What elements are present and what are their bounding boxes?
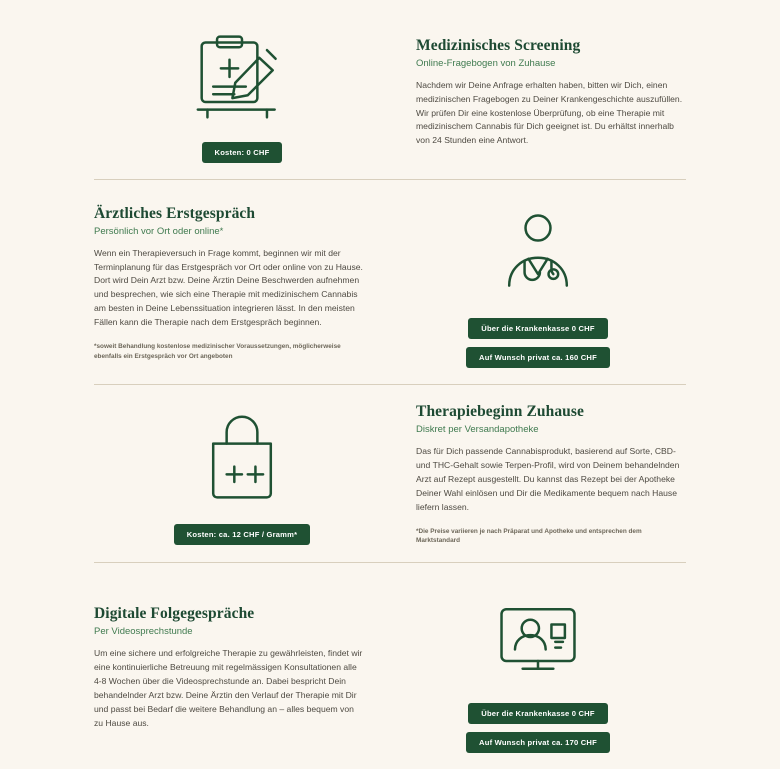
pharmacy-bag-icon — [182, 404, 302, 514]
page-title-screening: Medizinisches Screening — [416, 36, 581, 54]
section-therapiebeginn-zuhause — [94, 385, 686, 562]
pill-group-folgegespraeche — [466, 693, 610, 753]
page-title-folgegespraeche: Digitale Folgegespräche — [94, 605, 255, 623]
price-pill-folgegespraeche-0[interactable]: Über die Krankenkasse 0 CHF — [468, 703, 607, 724]
section-text-erstgespraech — [94, 205, 390, 362]
section-artwork-erstgespraech — [390, 198, 686, 368]
subtitle-erstgespraech: Persönlich vor Ort oder online* — [94, 225, 224, 237]
section-medizinisches-screening — [94, 0, 686, 179]
footnote-erstgespraech: *soweit Behandlung kostenlose medizinischer Voraussetzungen, möglicherweise ebenfalls ein Erstgespräch vor Ort angeboten — [94, 343, 341, 360]
section-artwork-folgegespraeche — [390, 583, 686, 753]
section-text-folgegespraeche — [94, 605, 390, 731]
body-text-screening: Nachdem wir Deine Anfrage erhalten haben, bitten wir Dich, einen medizinischen Fragebogen zu Deiner Krankengeschichte auszufüllen. Wir prüfen Dir eine kostenlose Überprüfung, ob eine Therapie mit medizinischem Cannabis für Dich geeignet ist. Du erhältst innerhalb von 24 Stunden eine Antwort. — [416, 79, 683, 146]
section-artwork-screening — [94, 22, 390, 163]
price-pill-folgegespraeche-1[interactable]: Auf Wunsch privat ca. 170 CHF — [466, 732, 610, 753]
section-text-therapiebeginn — [390, 403, 686, 546]
video-consultation-icon — [478, 583, 598, 693]
page-title-erstgespraech: Ärztliches Erstgespräch — [94, 204, 256, 222]
price-pill-erstgespraech-1[interactable]: Auf Wunsch privat ca. 160 CHF — [466, 347, 610, 368]
doctor-stethoscope-icon — [478, 198, 598, 308]
body-text-folgegespraeche: Um eine sichere und erfolgreiche Therapie zu gewährleisten, findet wir eine kontinuierliche Betreuung mit regelmässigen Konsultationen alle 4-8 Wochen über die Videosprechstunde an. Dabei bespricht Dein behandelnder Arzt bzw. Deine Ärztin den Verlauf der Therapie mit Dir und passt bei Bedarf die weitere Behandlung an – alles bequem von zu Hause aus. — [94, 648, 363, 728]
subtitle-therapiebeginn: Diskret per Versandapotheke — [416, 424, 539, 435]
body-text-erstgespraech: Wenn ein Therapieversuch in Frage kommt, beginnen wir mit der Terminplanung für das Erstgespräch vor Ort oder online von zu Hause. Dort wird Dein Arzt bzw. Deine Ärztin Deine Beschwerden aufnehmen und besprechen, wie sich eine Therapie mit medizinischem Cannabis am besten in Deine Lebenssituation integrieren lässt. In den meisten Fällen kann die Therapie nach dem Erstgespräch beginnen. — [94, 247, 363, 328]
page-title-therapiebeginn: Therapiebeginn Zuhause — [416, 403, 585, 420]
price-pill-erstgespraech-0[interactable]: Über die Krankenkasse 0 CHF — [468, 318, 607, 339]
subtitle-screening: Online-Fragebogen von Zuhause — [416, 57, 556, 69]
price-pill-therapiebeginn-0[interactable]: Kosten: ca. 12 CHF / Gramm* — [174, 524, 310, 545]
clipboard-pen-icon — [182, 22, 302, 132]
section-text-screening — [390, 37, 686, 149]
section-aerztliches-erstgespraech — [94, 180, 686, 384]
pill-group-erstgespraech — [466, 308, 610, 368]
section-artwork-therapiebeginn — [94, 404, 390, 545]
section-digitale-folgegespraeche — [94, 563, 686, 769]
pill-group-screening — [202, 132, 283, 163]
price-pill-screening-0[interactable]: Kosten: 0 CHF — [202, 142, 283, 163]
pill-group-therapiebeginn — [174, 514, 310, 545]
footnote-therapiebeginn: *Die Preise variieren je nach Präparat und Apotheke und entsprechen dem Marktstandard — [416, 527, 642, 545]
body-text-therapiebeginn: Das für Dich passende Cannabisprodukt, basierend auf Sorte, CBD- und THC-Gehalt sowie Terpen-Profil, wird von Deinem behandelnden Arzt auf Rezept ausgestellt. Du kannst das Rezept bei der Apotheke Deiner Wahl einlösen und Dir die Medikamente bequem nach Hause liefern lassen. — [416, 446, 680, 512]
subtitle-folgegespraeche: Per Videosprechstunde — [94, 626, 193, 638]
